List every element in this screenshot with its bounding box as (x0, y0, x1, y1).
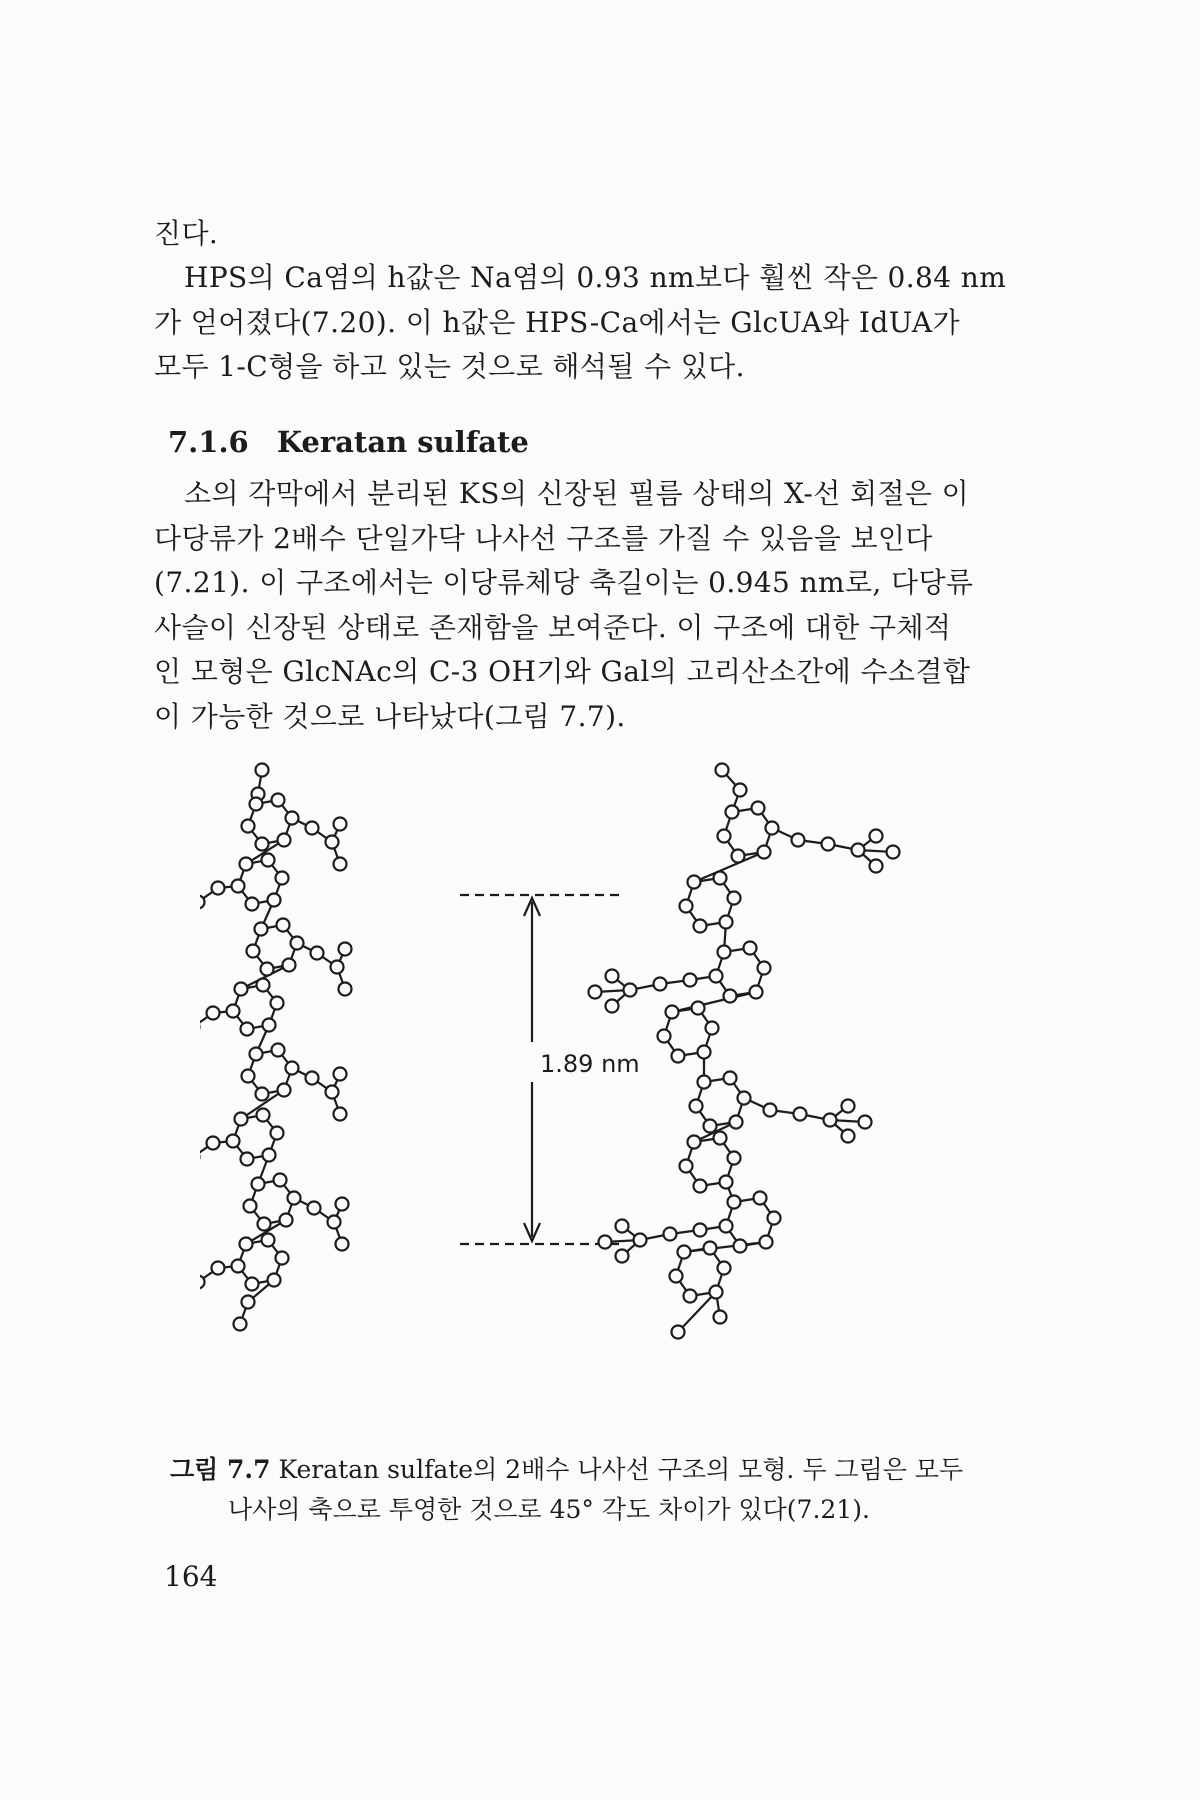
atom-node (276, 1252, 289, 1265)
atom-node (754, 1192, 767, 1205)
atom-node (758, 846, 771, 859)
atom-node (680, 1160, 693, 1173)
atom-node (212, 882, 225, 895)
atom-node (692, 1002, 705, 1015)
atom-node (714, 872, 727, 885)
atom-node (680, 900, 693, 913)
atom-node (306, 822, 319, 835)
atom-node (750, 986, 763, 999)
atom-node (720, 1220, 733, 1233)
atom-node (200, 896, 205, 909)
atom-node (278, 834, 291, 847)
atom-node (286, 812, 299, 825)
atom-node (271, 997, 284, 1010)
atom-node (336, 1238, 349, 1251)
atom-node (246, 898, 259, 911)
atom-node (256, 838, 269, 851)
atom-node (242, 1296, 255, 1309)
atom-node (842, 1100, 855, 1113)
atom-node (242, 1070, 255, 1083)
section-number: 7.1.6 (168, 425, 249, 459)
caption-label: 그림 7.7 (170, 1455, 271, 1484)
atom-node (272, 1044, 285, 1057)
bond-line (672, 992, 756, 1012)
paragraph-hps-ca (154, 256, 1020, 390)
axial-repeat-dimension (460, 895, 640, 1244)
atom-node (306, 1072, 319, 1085)
atom-node (339, 943, 352, 956)
atom-node (336, 1198, 349, 1211)
atom-node (624, 984, 637, 997)
atom-node (339, 983, 352, 996)
atom-node (262, 1234, 275, 1247)
atom-node (714, 1132, 727, 1145)
atom-node (672, 1326, 685, 1339)
atom-node (744, 942, 757, 955)
section-title: Keratan sulfate (276, 425, 529, 459)
atom-node (227, 1005, 240, 1018)
atom-node (278, 1084, 291, 1097)
caption-line-1: Keratan sulfate의 2배수 나사선 구조의 모형. 두 그림은 모두 (278, 1455, 964, 1484)
atom-node (870, 860, 883, 873)
atom-node (690, 1100, 703, 1113)
atom-node (274, 1174, 287, 1187)
atom-node (257, 1109, 270, 1122)
atom-node (257, 979, 270, 992)
atom-node (706, 1022, 719, 1035)
atom-node (606, 970, 619, 983)
atom-node (256, 764, 269, 777)
atom-node (291, 937, 304, 950)
paragraph-continued (154, 212, 1020, 257)
atom-node (207, 1007, 220, 1020)
atom-node (207, 1137, 220, 1150)
atom-node (728, 1152, 741, 1165)
atom-node (240, 1238, 253, 1251)
text-line: 다당류가 2배수 단일가닥 나사선 구조를 가질 수 있음을 보인다 (154, 521, 933, 555)
atom-node (268, 1274, 281, 1287)
atom-node (242, 820, 255, 833)
atom-node (710, 970, 723, 983)
atom-node (326, 836, 339, 849)
text-line: 인 모형은 GlcNAc의 C-3 OH기와 Gal의 고리산소간에 수소결합 (154, 655, 971, 689)
atom-node (654, 978, 667, 991)
atom-node (240, 858, 253, 871)
atom-node (311, 947, 324, 960)
atom-node (286, 1062, 299, 1075)
atom-node (684, 1290, 697, 1303)
atom-node (227, 1135, 240, 1148)
atom-node (261, 963, 274, 976)
atom-node (694, 920, 707, 933)
atom-node (589, 986, 602, 999)
atom-node (724, 1072, 737, 1085)
left-helix-model (200, 764, 352, 1331)
atom-node (728, 1196, 741, 1209)
page-number: 164 (164, 1560, 218, 1593)
atom-node (244, 1200, 257, 1213)
atom-node (334, 1108, 347, 1121)
atom-node (235, 1113, 248, 1126)
atom-node (263, 1149, 276, 1162)
atom-node (241, 1023, 254, 1036)
atom-node (720, 1176, 733, 1189)
bond-line (684, 1242, 766, 1252)
atom-node (792, 834, 805, 847)
atom-node (232, 880, 245, 893)
atom-node (694, 1180, 707, 1193)
atom-node (704, 1242, 717, 1255)
atom-node (704, 1120, 717, 1133)
atom-node (250, 1048, 263, 1061)
atom-node (658, 1030, 671, 1043)
text-line: 모두 1-C형을 하고 있는 것으로 해석될 수 있다. (154, 350, 745, 384)
atom-node (688, 876, 701, 889)
atom-node (852, 844, 865, 857)
atom-node (246, 1278, 259, 1291)
atom-node (758, 962, 771, 975)
atom-node (272, 794, 285, 807)
atom-node (738, 1092, 751, 1105)
atom-node (724, 990, 737, 1003)
atom-node (283, 959, 296, 972)
text-line: 소의 각막에서 분리된 KS의 신장된 필름 상태의 X-선 회절은 이 (184, 477, 970, 510)
atom-node (698, 1076, 711, 1089)
atom-node (252, 1178, 265, 1191)
section-heading (168, 425, 529, 459)
atom-node (710, 1286, 723, 1299)
bond-line (694, 852, 764, 882)
atom-node (262, 854, 275, 867)
paragraph-keratan-sulfate (154, 472, 1020, 740)
atom-node (288, 1192, 301, 1205)
atom-node (764, 1104, 777, 1117)
atom-node (726, 806, 739, 819)
atom-node (334, 818, 347, 831)
atom-node (616, 1250, 629, 1263)
caption-line-2: 나사의 축으로 투영한 것으로 45° 각도 차이가 있다(7.21). (228, 1495, 870, 1524)
keratan-sulfate-helix-figure (200, 742, 1020, 1442)
atom-node (718, 946, 731, 959)
atom-node (255, 923, 268, 936)
atom-node (250, 798, 263, 811)
text-line: 이 가능한 것으로 나타났다(그림 7.7). (154, 699, 626, 733)
atom-node (734, 784, 747, 797)
atom-node (768, 1212, 781, 1225)
atom-node (734, 1240, 747, 1253)
atom-node (688, 1136, 701, 1149)
atom-node (271, 1127, 284, 1140)
atom-node (606, 1000, 619, 1013)
text-line: 사슬이 신장된 상태로 존재함을 보여준다. 이 구조에 대한 구체적 (154, 610, 952, 644)
atom-node (732, 850, 745, 863)
atom-node (859, 1116, 872, 1129)
atom-node (232, 1260, 245, 1273)
text-line: (7.21). 이 구조에서는 이당류체당 축길이는 0.945 nm로, 다당류 (154, 566, 974, 600)
atom-node (822, 838, 835, 851)
atom-node (684, 974, 697, 987)
atom-node (308, 1202, 321, 1215)
atom-node (718, 1262, 731, 1275)
atom-node (263, 1019, 276, 1032)
dimension-label: 1.89 nm (540, 1050, 640, 1078)
atom-node (331, 961, 344, 974)
atom-node (212, 1262, 225, 1275)
atom-node (664, 1228, 677, 1241)
atom-node (730, 1116, 743, 1129)
atom-node (698, 1046, 711, 1059)
atom-node (716, 764, 729, 777)
atom-node (241, 1153, 254, 1166)
atom-node (670, 1270, 683, 1283)
atom-node (599, 1236, 612, 1249)
atom-node (887, 846, 900, 859)
text-line: 진다. (154, 217, 219, 250)
atom-node (728, 892, 741, 905)
atom-node (277, 919, 290, 932)
atom-node (616, 1220, 629, 1233)
atom-node (714, 1311, 727, 1324)
atom-node (678, 1246, 691, 1259)
atom-node (256, 1088, 269, 1101)
atom-node (760, 1236, 773, 1249)
atom-node (794, 1108, 807, 1121)
atom-node (634, 1234, 647, 1247)
atom-node (280, 1214, 293, 1227)
atom-node (268, 894, 281, 907)
atom-node (326, 1086, 339, 1099)
atom-node (672, 1050, 685, 1063)
text-line: 가 얻어졌다(7.20). 이 h값은 HPS-Ca에서는 GlcUA와 IdUA가 (154, 305, 960, 339)
atom-node (258, 1218, 271, 1231)
atom-node (276, 872, 289, 885)
atom-node (235, 983, 248, 996)
atom-node (824, 1114, 837, 1127)
atom-node (334, 1068, 347, 1081)
figure-caption (170, 1450, 1030, 1530)
atom-node (200, 1276, 205, 1289)
atom-node (694, 1224, 707, 1237)
atom-node (720, 916, 733, 929)
atom-node (328, 1216, 341, 1229)
text-line: HPS의 Ca염의 h값은 Na염의 0.93 nm보다 훨씬 작은 0.84 nm (184, 261, 1007, 294)
atom-node (234, 1318, 247, 1331)
atom-node (870, 830, 883, 843)
atom-node (718, 830, 731, 843)
atom-node (334, 858, 347, 871)
atom-node (752, 802, 765, 815)
atom-node (247, 945, 260, 958)
atom-node (842, 1130, 855, 1143)
atom-node (766, 822, 779, 835)
atom-node (666, 1006, 679, 1019)
